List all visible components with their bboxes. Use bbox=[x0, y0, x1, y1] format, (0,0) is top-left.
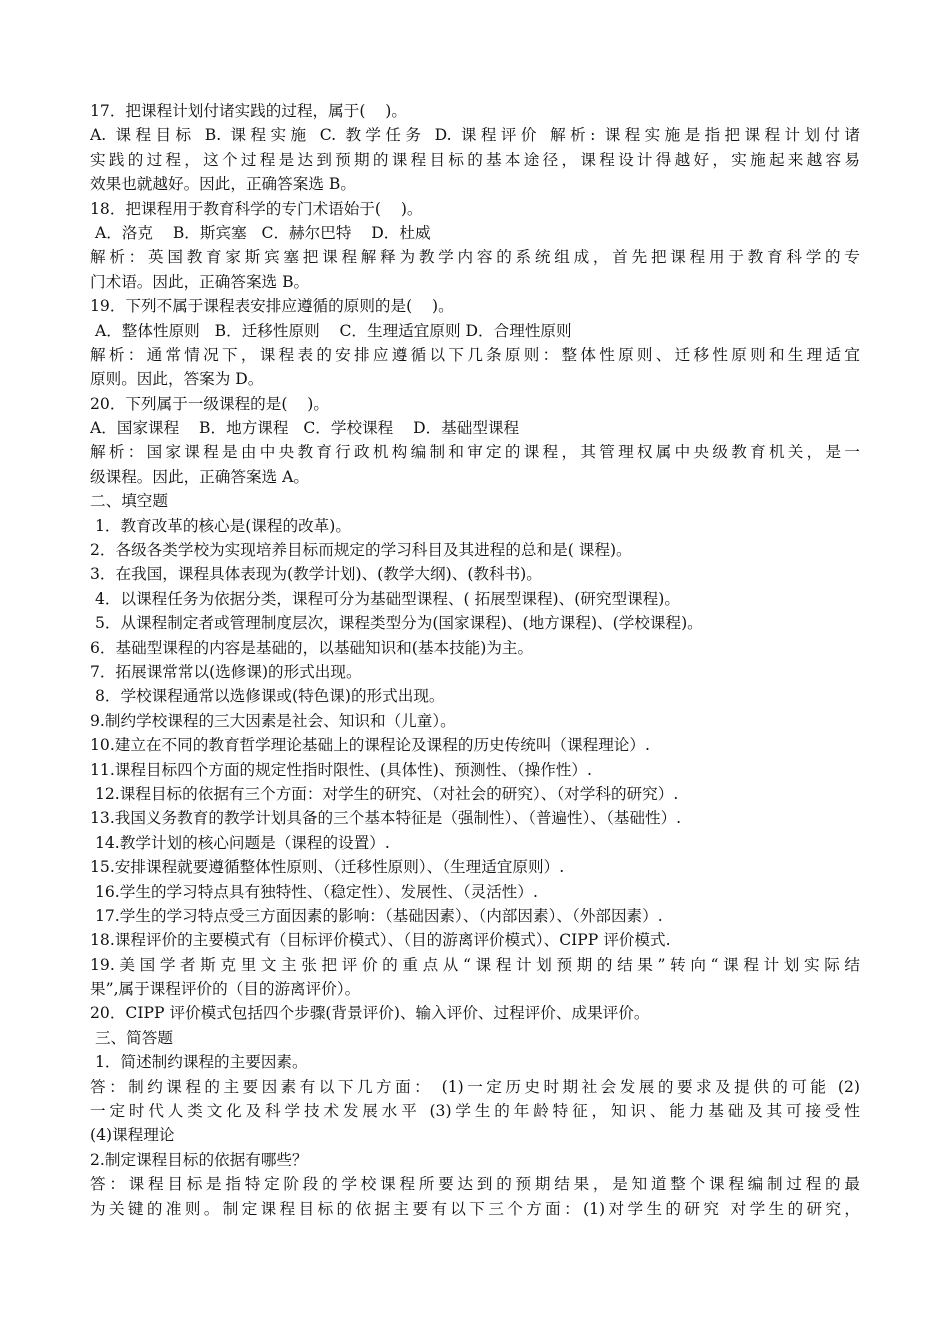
text-line: 三、简答题 bbox=[90, 1028, 173, 1047]
text-line: 实践的过程，这个过程是达到预期的课程目标的基本途径，课程设计得越好，实施起来越容易 bbox=[90, 150, 860, 169]
text-line: 20．下列属于一级课程的是( )。 bbox=[90, 394, 329, 413]
text-line: 1．简述制约课程的主要因素。 bbox=[90, 1053, 308, 1072]
text-line: 答：课程目标是指特定阶段的学校课程所要达到的预期结果，是知道整个课程编制过程的最 bbox=[90, 1175, 860, 1194]
text-line: 门术语。因此，正确答案选 B。 bbox=[90, 272, 310, 291]
text-line: 原则。因此，答案为 D。 bbox=[90, 370, 264, 389]
document-text bbox=[90, 99, 860, 1221]
text-line: 13.我国义务教育的教学计划具备的三个基本特征是（强制性）、（普遍性）、（基础性）. bbox=[90, 809, 682, 828]
text-line: A．国家课程 B．地方课程 C．学校课程 D．基础型课程 bbox=[90, 419, 520, 438]
text-line: 5．从课程制定者或管理制度层次，课程类型分为(国家课程)、(地方课程)、(学校课程)。 bbox=[90, 614, 703, 633]
text-line: 解析：英国教育家斯宾塞把课程解释为教学内容的系统组成，首先把课程用于教育科学的专 bbox=[90, 248, 860, 267]
text-line: A．洛克 B．斯宾塞 C．赫尔巴特 D．杜威 bbox=[90, 223, 431, 242]
text-line: 4．以课程任务为依据分类，课程可分为基础型课程、( 拓展型课程)、(研究型课程)。 bbox=[90, 589, 680, 608]
text-line: 14.教学计划的核心问题是（课程的设置）. bbox=[90, 833, 390, 852]
text-line: 2.制定课程目标的依据有哪些？ bbox=[90, 1150, 308, 1169]
text-line: 18．把课程用于教育科学的专门术语始于( )。 bbox=[90, 199, 423, 218]
text-line: 3．在我国，课程具体表现为(教学计划)、(教学大纲)、(教科书)。 bbox=[90, 565, 542, 584]
text-line: 17．把课程计划付诸实践的过程，属于( )。 bbox=[90, 102, 407, 120]
text-line: 7．拓展课常常以(选修课)的形式出现。 bbox=[90, 662, 362, 681]
text-line: 19.美国学者斯克里文主张把评价的重点从“课程计划预期的结果”转向“课程计划实际结 bbox=[90, 955, 860, 974]
text-line: 2．各级各类学校为实现培养目标而规定的学习科目及其进程的总和是( 课程)。 bbox=[90, 541, 632, 560]
text-line: 12.课程目标的依据有三个方面：对学生的研究、（对社会的研究）、（对学科的研究）. bbox=[90, 784, 679, 803]
text-line: A. 课程目标 B. 课程实施 C. 教学任务 D. 课程评价 解析: 课程实施是指把课程计划付诸 bbox=[90, 126, 860, 145]
text-line: 6．基础型课程的内容是基础的，以基础知识和(基本技能)为主。 bbox=[90, 638, 534, 657]
text-line: 16.学生的学习特点具有独特性、（稳定性）、发展性、（灵活性）. bbox=[90, 882, 538, 901]
text-line: 为关键的准则。制定课程目标的依据主要有以下三个方面：(1)对学生的研究 对学生的研究， bbox=[90, 1199, 860, 1218]
text-line: 二、填空题 bbox=[90, 492, 168, 511]
text-line: 20．CIPP 评价模式包括四个步骤(背景评价)、输入评价、过程评价、成果评价。 bbox=[90, 1004, 650, 1023]
text-line: 8．学校课程通常以选修课或(特色课)的形式出现。 bbox=[90, 687, 445, 706]
text-line: A．整体性原则 B．迁移性原则 C．生理适宜原则 D．合理性原则 bbox=[90, 321, 572, 340]
text-line: 解析：通常情况下，课程表的安排应遵循以下几条原则：整体性原则、迁移性原则和生理适宜 bbox=[90, 345, 860, 364]
text-line: 15.安排课程就要遵循整体性原则、（迁移性原则）、（生理适宜原则）. bbox=[90, 858, 565, 877]
text-line: 10.建立在不同的教育哲学理论基础上的课程论及课程的历史传统叫（课程理论）. bbox=[90, 736, 650, 755]
text-line: 18.课程评价的主要模式有（目标评价模式）、（目的游离评价模式）、CIPP 评价模式. bbox=[90, 931, 671, 950]
text-line: 9.制约学校课程的三大因素是社会、知识和（儿童）。 bbox=[90, 711, 456, 730]
text-line: (4)课程理论 bbox=[90, 1126, 175, 1145]
text-line: 1．教育改革的核心是(课程的改革)。 bbox=[90, 516, 351, 535]
text-line: 19．下列不属于课程表安排应遵循的原则的是( )。 bbox=[90, 297, 454, 316]
text-line: 17.学生的学习特点受三方面因素的影响：（基础因素）、（内部因素）、（外部因素）. bbox=[90, 906, 663, 925]
text-line: 效果也就越好。因此，正确答案选 B。 bbox=[90, 175, 356, 194]
text-line: 11.课程目标四个方面的规定性指时限性、(具体性)、预测性、（操作性）. bbox=[90, 760, 592, 779]
text-line: 一定时代人类文化及科学技术发展水平 (3)学生的年龄特征，知识、能力基础及其可接受性 bbox=[90, 1102, 860, 1121]
text-line: 解析：国家课程是由中央教育行政机构编制和审定的课程，其管理权属中央级教育机关，是一 bbox=[90, 443, 860, 462]
text-line: 果”,属于课程评价的（目的游离评价）。 bbox=[90, 980, 361, 999]
text-line: 级课程。因此，正确答案选 A。 bbox=[90, 467, 309, 486]
text-line: 答：制约课程的主要因素有以下几方面： (1)一定历史时期社会发展的要求及提供的可能 (2) bbox=[90, 1077, 860, 1096]
